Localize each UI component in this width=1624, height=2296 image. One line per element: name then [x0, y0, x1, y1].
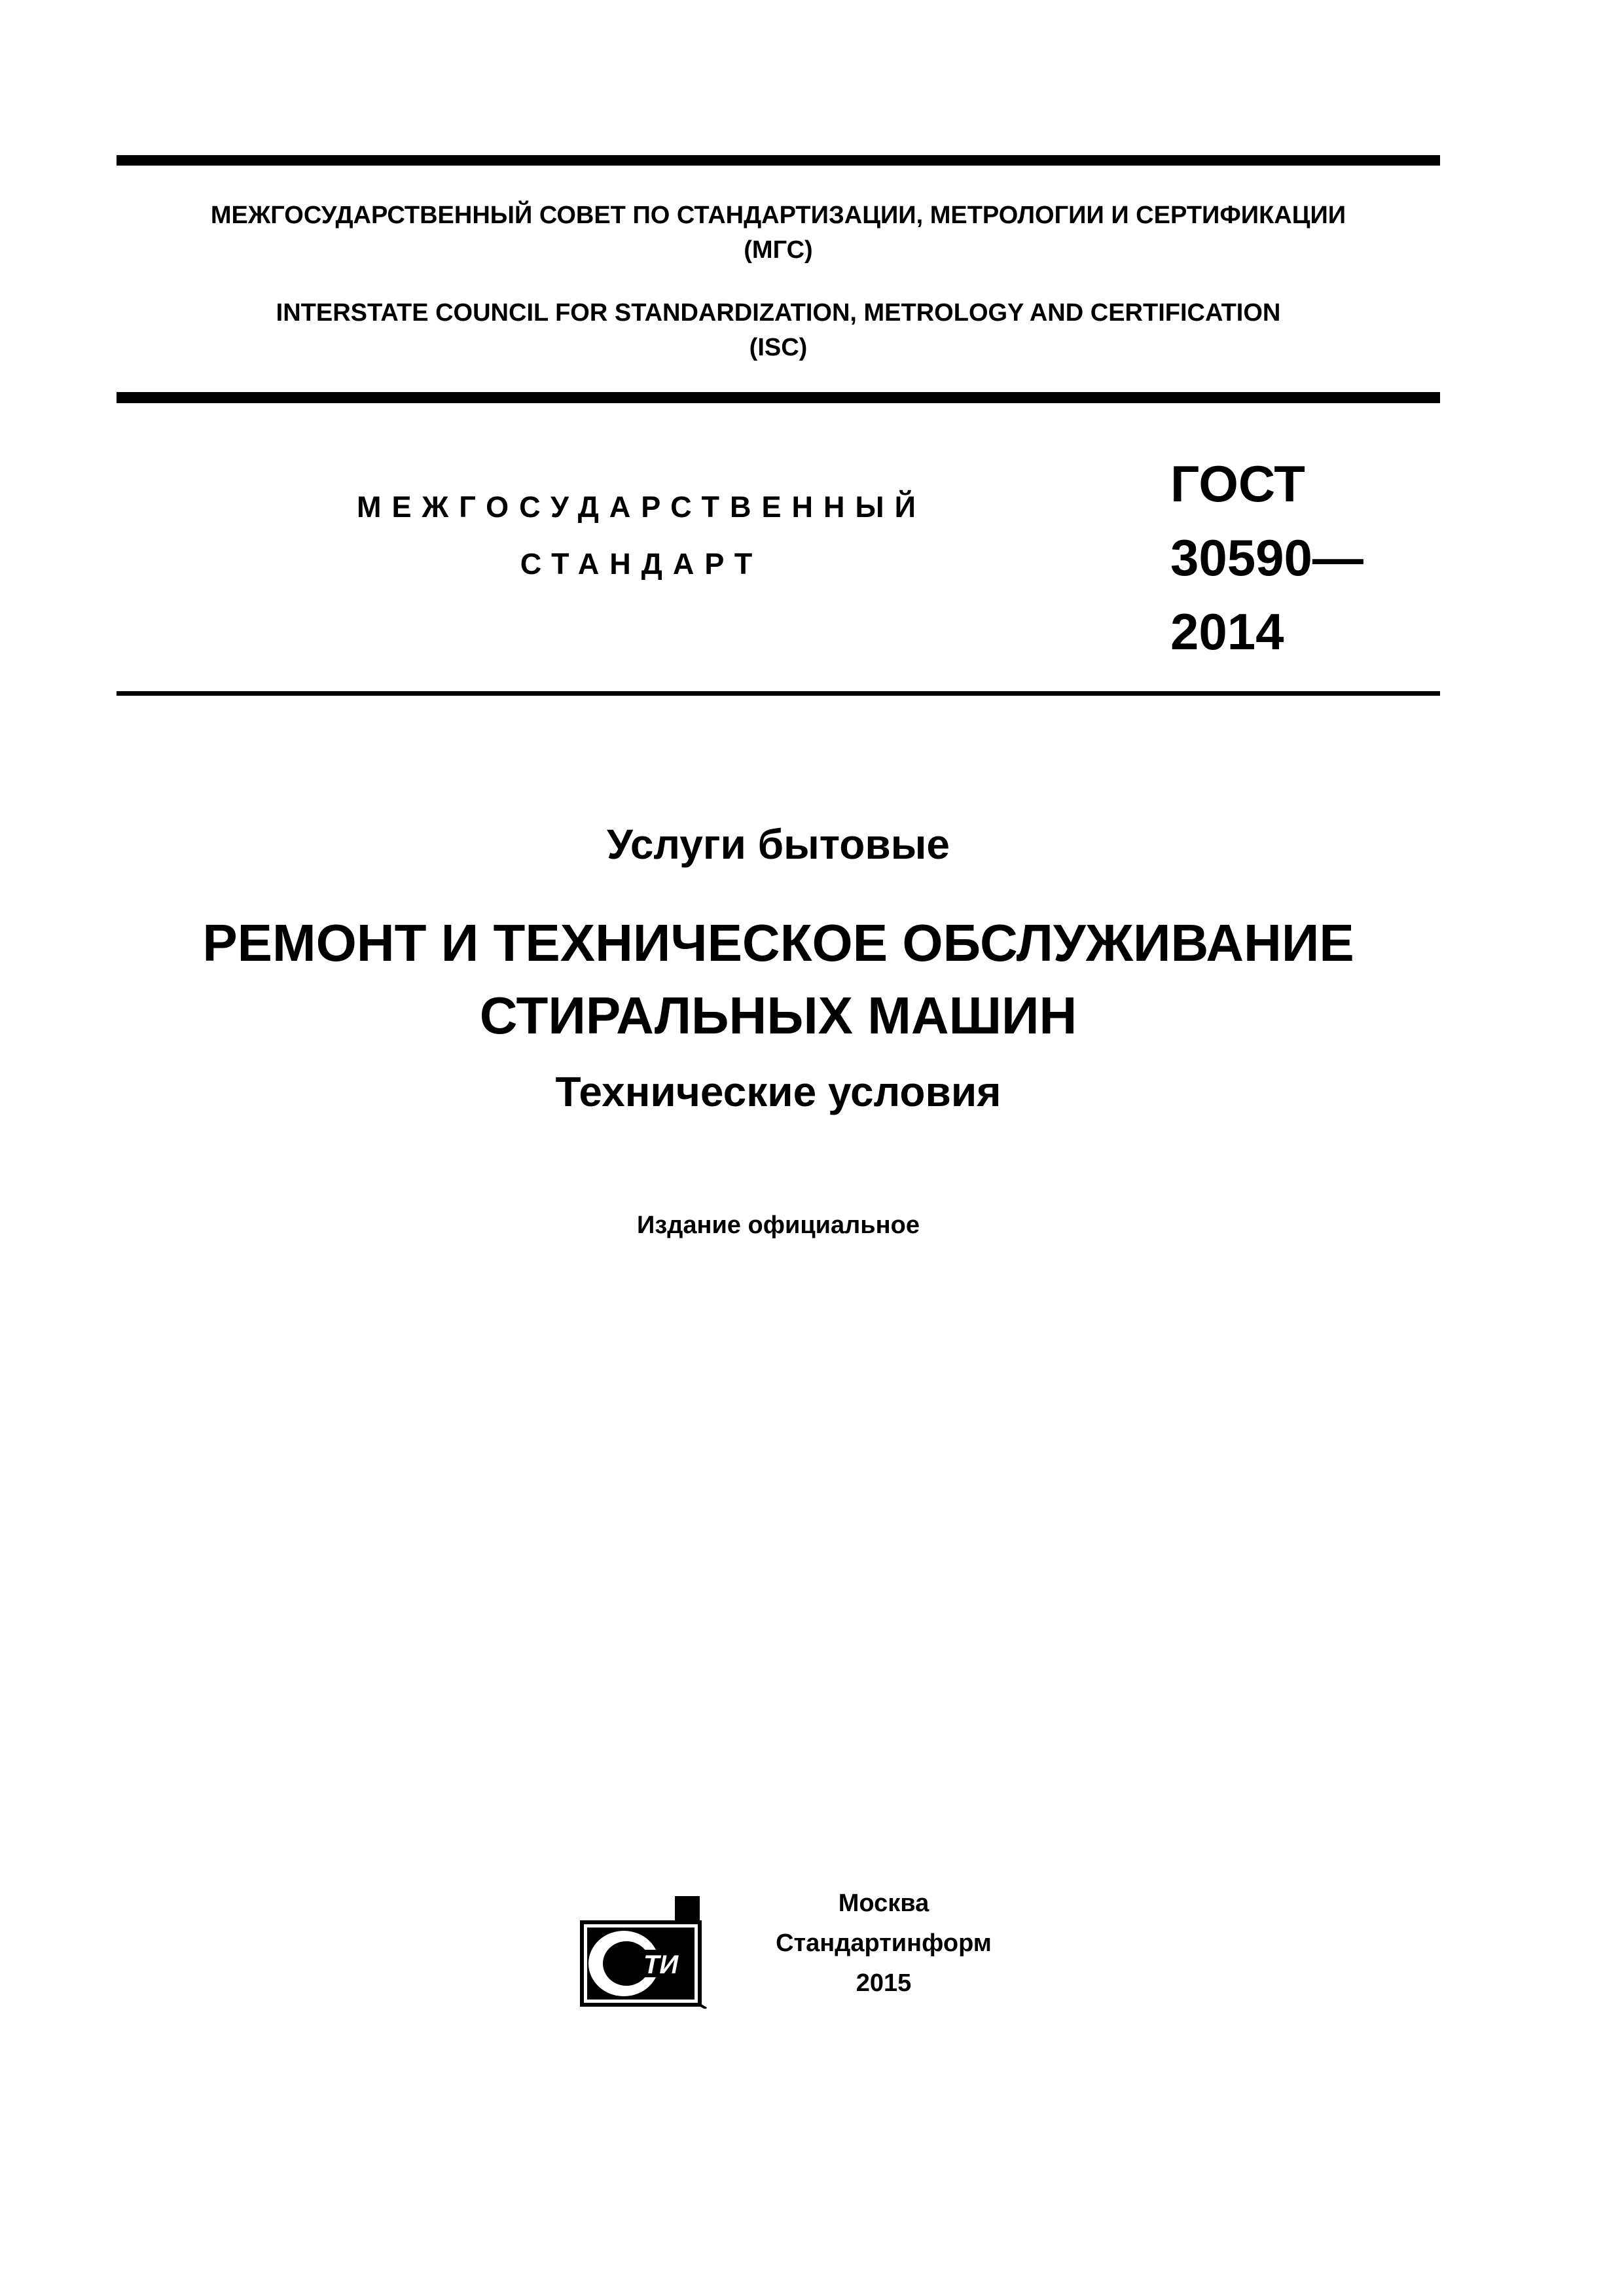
top-divider	[117, 155, 1440, 166]
council-en-line2: (ISC)	[749, 334, 808, 361]
standard-type-line1: МЕЖГОСУДАРСТВЕННЫЙ	[357, 490, 926, 524]
document-title-line2: СТИРАЛЬНЫХ МАШИН	[479, 986, 1077, 1045]
lower-divider	[117, 691, 1440, 696]
middle-divider	[117, 392, 1440, 403]
document-subtitle: Технические условия	[555, 1068, 1001, 1115]
svg-text:ТИ: ТИ	[643, 1950, 679, 1979]
standard-type-line2: СТАНДАРТ	[520, 547, 763, 581]
council-name-en	[117, 296, 1440, 365]
gost-number: 30590—	[1170, 529, 1363, 586]
council-ru-line2: (МГС)	[744, 236, 813, 264]
council-name-ru	[117, 198, 1440, 268]
document-title	[117, 906, 1440, 1052]
council-ru-line1: МЕЖГОСУДАРСТВЕННЫЙ СОВЕТ ПО СТАНДАРТИЗАЦИИ, МЕТРОЛОГИИ И СЕРТИФИКАЦИИ	[210, 202, 1346, 229]
imprint-publisher: Стандартинформ	[776, 1929, 992, 1957]
gost-year: 2014	[1170, 603, 1284, 660]
document-subject: Услуги бытовые	[607, 821, 950, 868]
gost-designation	[1170, 447, 1363, 669]
document-title-line1: РЕМОНТ И ТЕХНИЧЕСКОЕ ОБСЛУЖИВАНИЕ	[202, 914, 1354, 972]
imprint-city: Москва	[838, 1890, 929, 1917]
standartinform-logo-icon	[578, 1893, 708, 2009]
council-en-line1: INTERSTATE COUNCIL FOR STANDARDIZATION, METROLOGY AND CERTIFICATION	[276, 299, 1281, 327]
imprint-year: 2015	[856, 1969, 912, 1997]
publisher-imprint	[720, 1884, 1047, 2003]
gost-label: ГОСТ	[1170, 455, 1305, 512]
edition-note: Издание официальное	[637, 1211, 920, 1239]
